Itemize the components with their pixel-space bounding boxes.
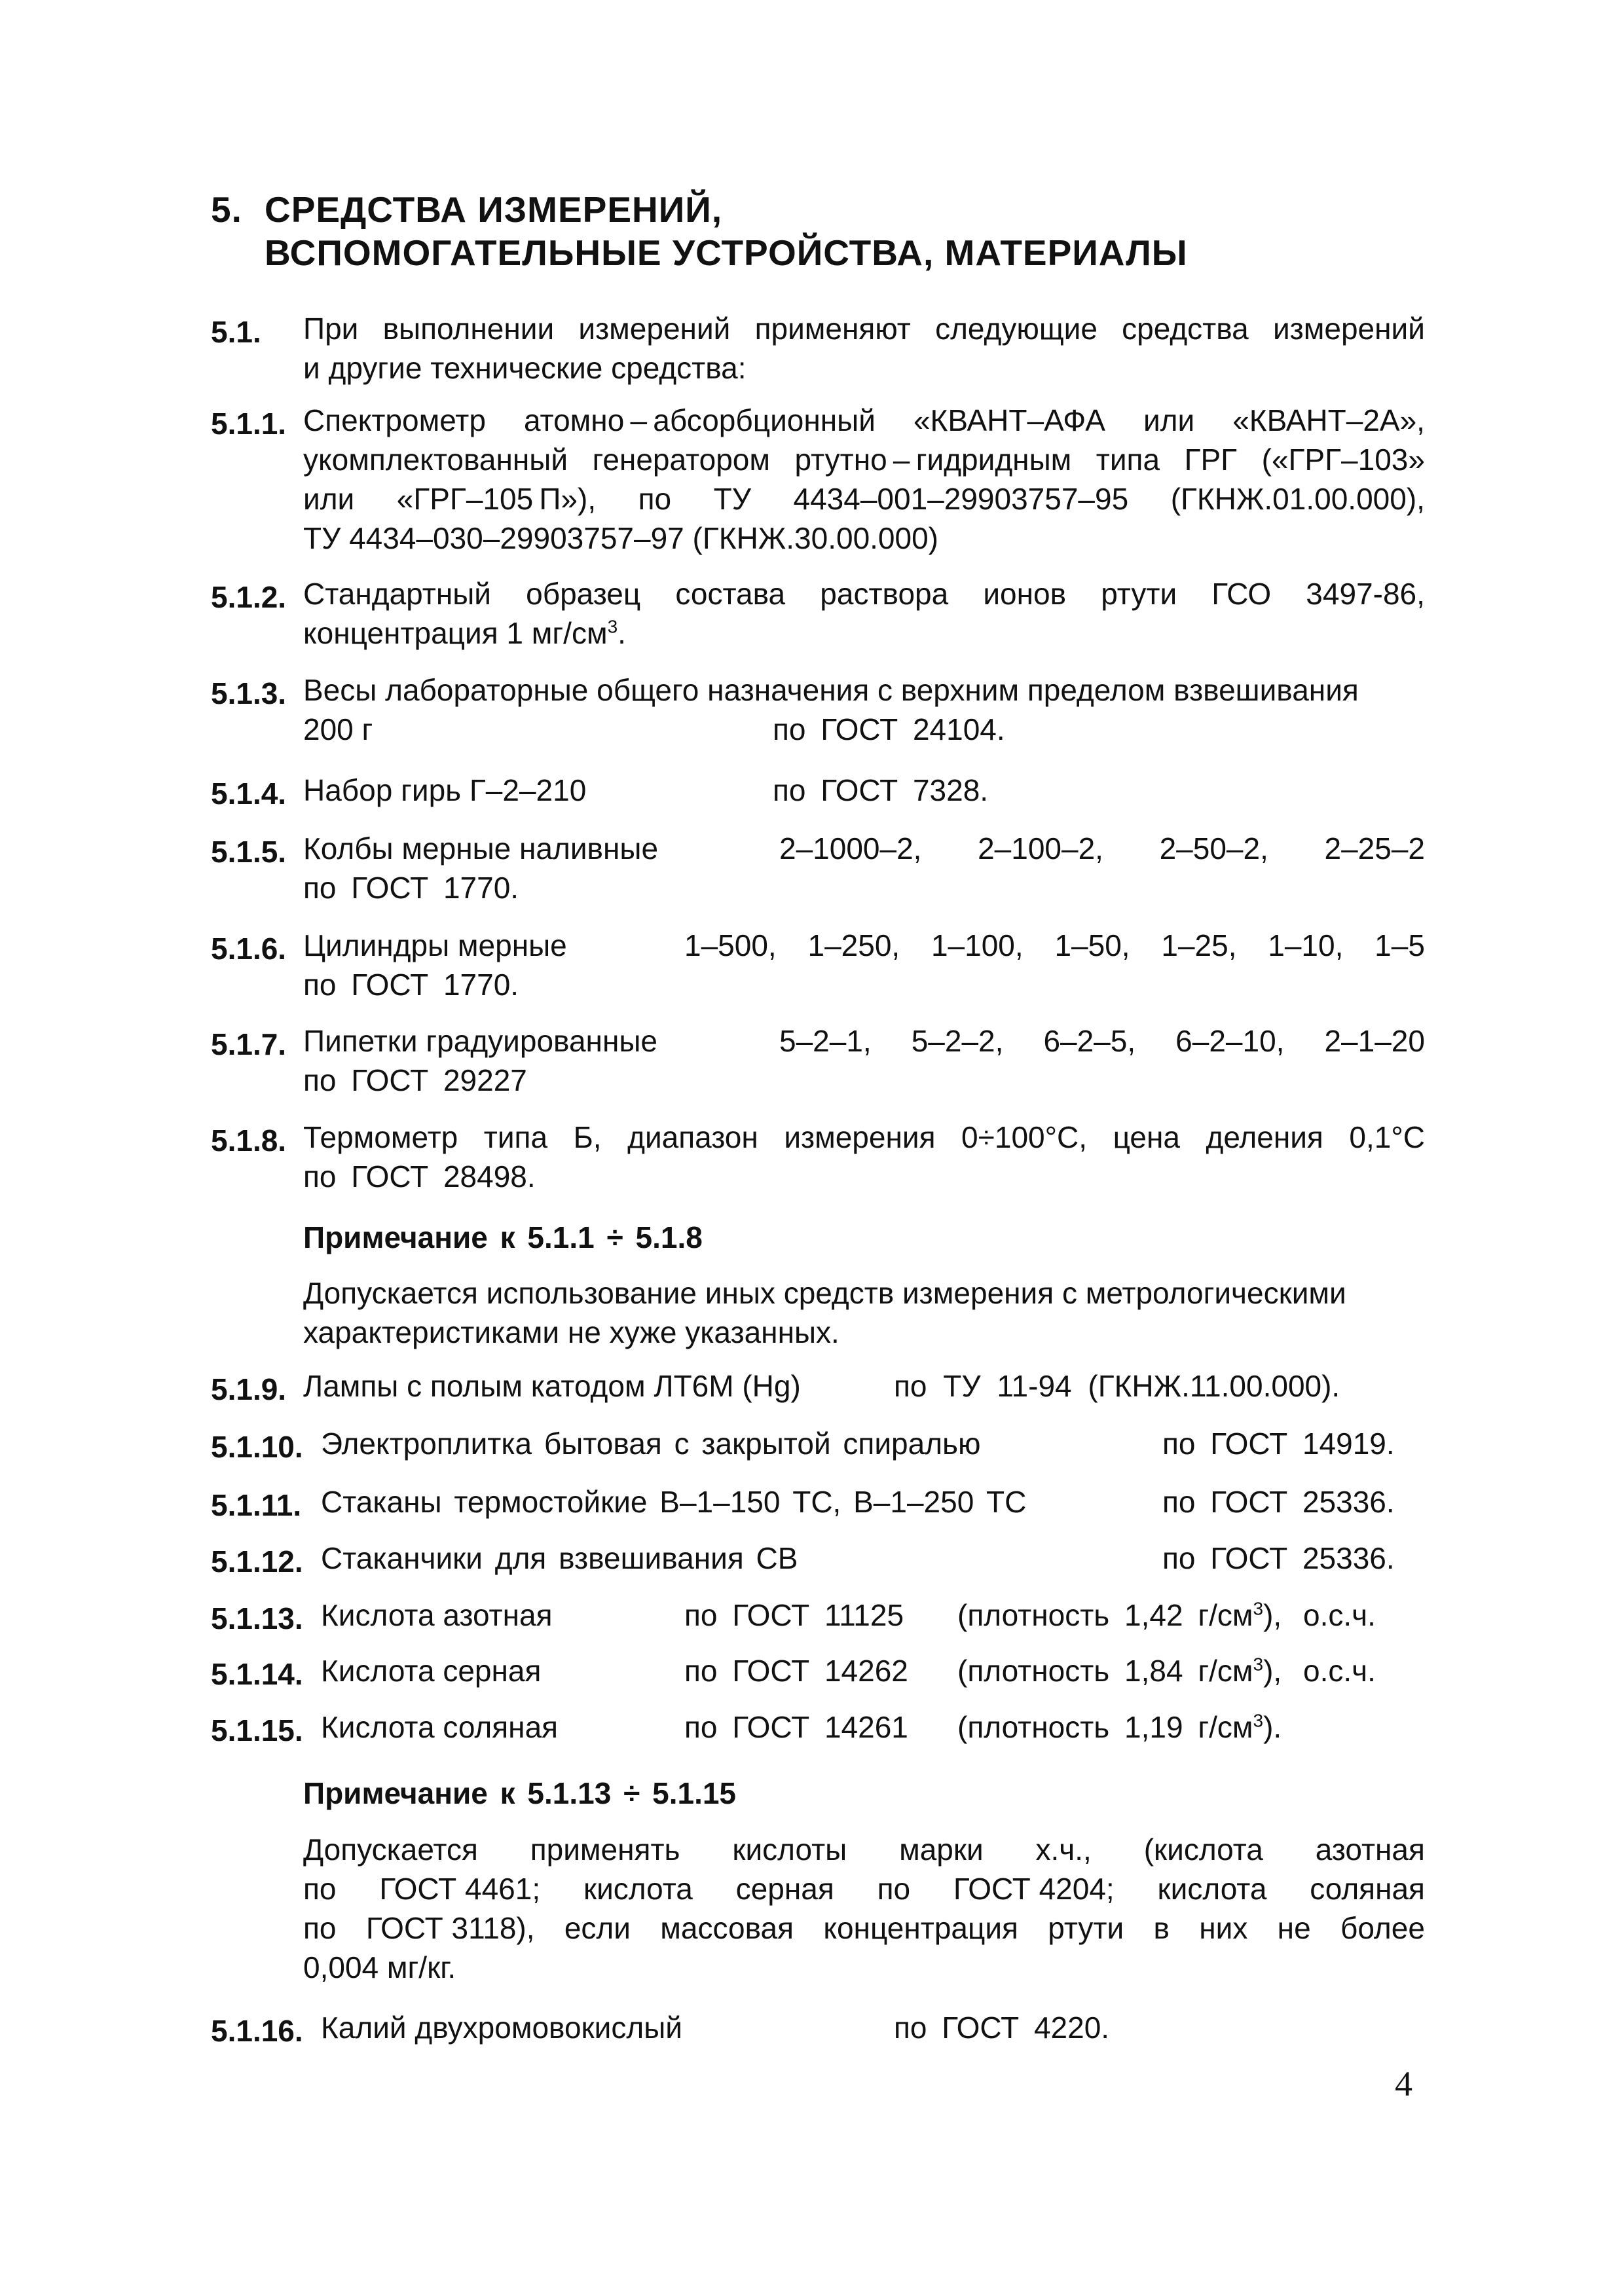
item-values: 2–1000–2, 2–100–2, 2–50–2, 2–25–2 xyxy=(779,831,1425,866)
item-standard: по ГОСТ 14261 xyxy=(684,1710,908,1744)
item-number: 5.1.14. xyxy=(211,1657,303,1691)
note-text-line: характеристиками не хуже указанных. xyxy=(303,1315,840,1349)
item-text-line: по ГОСТ 1770. xyxy=(303,871,519,905)
item-text-line: Набор гирь Г–2–210 xyxy=(303,773,587,807)
item-density: (плотность 1,19 $г/см^3$). xyxy=(957,1710,1282,1744)
item-text-line: Калий двухромовокислый xyxy=(321,2011,682,2045)
item-number: 5.1.6. xyxy=(211,932,287,966)
section-number: 5. xyxy=(211,189,242,230)
note-text-line: Допускается применять кислоты марки х.ч., (кислота азотная xyxy=(303,1832,1425,1867)
item-text-line: Термометр типа Б, диапазон измерения 0÷100°С, цена деления 0,1°С xyxy=(303,1120,1425,1154)
note-title: Примечание к 5.1.13 ÷ 5.1.15 xyxy=(303,1776,737,1810)
item-text-line: Кислота серная xyxy=(321,1654,542,1688)
item-standard: по ГОСТ 7328. xyxy=(773,773,989,807)
item-text-line: укомплектованный генератором ртутно – гидридным типа ГРГ («ГРГ–103» xyxy=(303,443,1425,477)
item-number: 5.1.8. xyxy=(211,1123,287,1157)
item-standard: по ГОСТ 14262 xyxy=(684,1654,908,1688)
item-number: 5.1.4. xyxy=(211,776,287,811)
item-text-line: концентрация 1 $мг/см^3$. xyxy=(303,616,626,650)
item-text-line: ТУ 4434–030–29903757–97 (ГКНЖ.30.00.000) xyxy=(303,521,938,555)
item-number: 5.1.11. xyxy=(211,1488,302,1522)
page-number: 4 xyxy=(1395,2064,1412,2104)
item-text-line: Колбы мерные наливные xyxy=(303,831,659,866)
item-standard: по ГОСТ 11125 xyxy=(684,1598,904,1632)
item-number: 5.1.9. xyxy=(211,1372,287,1406)
item-text-line: Лампы с полым катодом ЛТ6М (Hg) xyxy=(303,1369,801,1403)
item-number: 5.1.5. xyxy=(211,835,287,869)
item-number: 5.1.7. xyxy=(211,1027,287,1061)
item-number: 5.1.13. xyxy=(211,1601,303,1635)
item-text-line: по ГОСТ 29227 xyxy=(303,1063,527,1097)
item-number: 5.1.1. xyxy=(211,407,287,441)
item-text-line: Пипетки градуированные xyxy=(303,1024,657,1058)
note-text-line: по ГОСТ 4461; кислота серная по ГОСТ 4204; кислота соляная xyxy=(303,1872,1425,1906)
item-density: (плотность 1,84 $г/см^3$), о.с.ч. xyxy=(957,1654,1376,1688)
item-number: 5.1.3. xyxy=(211,676,287,710)
note-text-line: Допускается использование иных средств измерения с метрологическими xyxy=(303,1276,1346,1310)
item-number: 5.1. xyxy=(211,315,261,349)
item-standard: по ГОСТ 24104. xyxy=(773,712,1005,746)
item-number: 5.1.16. xyxy=(211,2014,303,2048)
note-title: Примечание к 5.1.1 ÷ 5.1.8 xyxy=(303,1220,703,1254)
item-text-line: Стандартный образец состава раствора ионов ртути ГСО 3497-86, xyxy=(303,577,1425,611)
item-number: 5.1.2. xyxy=(211,580,287,614)
item-number: 5.1.10. xyxy=(211,1430,303,1464)
item-text-line: по ГОСТ 1770. xyxy=(303,968,519,1002)
item-density: (плотность 1,42 $г/см^3$), о.с.ч. xyxy=(957,1598,1376,1632)
item-text-line: и другие технические средства: xyxy=(303,351,747,385)
item-number: 5.1.15. xyxy=(211,1713,303,1747)
item-text-line: Стаканы термостойкие В–1–150 ТС, В–1–250 ТС xyxy=(321,1485,1027,1519)
item-standard: по ГОСТ 14919. xyxy=(1162,1427,1395,1461)
item-text-line: Кислота азотная xyxy=(321,1598,553,1632)
item-text-line: Кислота соляная xyxy=(321,1710,559,1744)
item-values: 1–500, 1–250, 1–100, 1–50, 1–25, 1–10, 1–5 xyxy=(684,928,1425,962)
item-text-line: Цилиндры мерные xyxy=(303,928,567,962)
item-text-line: Спектрометр атомно – абсорбционный «КВАНТ–АФА или «КВАНТ–2А», xyxy=(303,403,1425,437)
item-standard: по ГОСТ 25336. xyxy=(1162,1541,1395,1575)
item-standard: по ГОСТ 25336. xyxy=(1162,1485,1395,1519)
item-text-line: 200 г xyxy=(303,712,373,746)
item-text-line: Весы лабораторные общего назначения с верхним пределом взвешивания xyxy=(303,673,1359,707)
item-text-line: Электроплитка бытовая с закрытой спиралью xyxy=(321,1427,981,1461)
item-standard: по ТУ 11-94 (ГКНЖ.11.00.000). xyxy=(894,1369,1340,1403)
item-text-line: Стаканчики для взвешивания СВ xyxy=(321,1541,798,1575)
item-standard: по ГОСТ 4220. xyxy=(894,2011,1110,2045)
item-number: 5.1.12. xyxy=(211,1544,303,1578)
section-title-line1: СРЕДСТВА ИЗМЕРЕНИЙ, xyxy=(265,189,723,230)
item-text-line: по ГОСТ 28498. xyxy=(303,1159,536,1194)
item-text-line: или «ГРГ–105 П»), по ТУ 4434–001–29903757–95 (ГКНЖ.01.00.000), xyxy=(303,482,1425,516)
item-text-line: При выполнении измерений применяют следующие средства измерений xyxy=(303,312,1425,346)
note-text-line: по ГОСТ 3118), если массовая концентрация ртути в них не более xyxy=(303,1911,1425,1945)
note-text-line: 0,004 мг/кг. xyxy=(303,1950,456,1984)
item-values: 5–2–1, 5–2–2, 6–2–5, 6–2–10, 2–1–20 xyxy=(779,1024,1425,1058)
section-title-line2: ВСПОМОГАТЕЛЬНЫЕ УСТРОЙСТВА, МАТЕРИАЛЫ xyxy=(265,232,1188,273)
